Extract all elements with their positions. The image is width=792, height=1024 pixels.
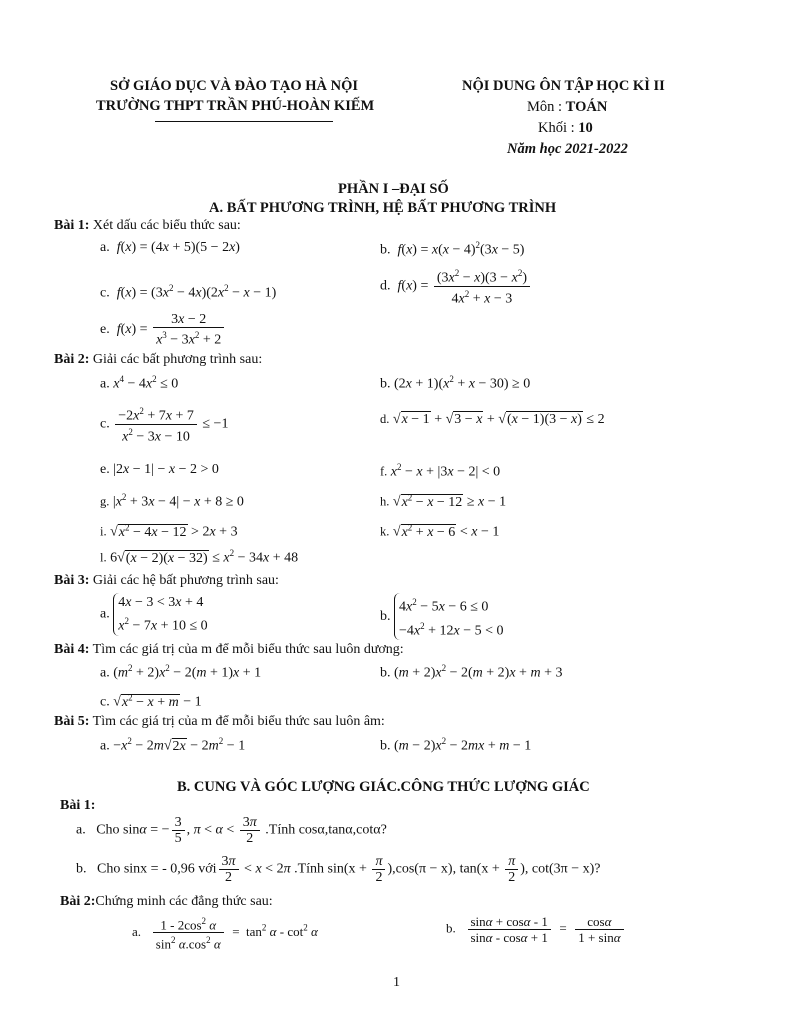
formula-4b: b. $(m + 2)x^2 - 2(m + 2)x + m + 3$ xyxy=(380,663,563,681)
formula-2e: e. |2x − 1| − x − 2 > 0 xyxy=(100,462,219,477)
exercise-3-heading: Bài 3: Giải các hệ bất phương trình sau: xyxy=(54,573,279,588)
formula-1d: d. f(x) = $\frac{(3x^2 - x)(3 - x^2)}{4x^2 + x - 3}$ xyxy=(380,266,532,306)
formula-2f: f. $x^2 - x + |3x - 2| < 0$ xyxy=(380,462,501,480)
subject-line: Môn : TOÁN xyxy=(527,99,608,115)
part-title: PHẦN I –ĐẠI SỐ xyxy=(338,181,449,197)
formula-2d: d. √x − 1 + √3 − x + √(x − 1)(3 − x) ≤ 2 xyxy=(380,412,605,427)
school-year: Năm học 2021-2022 xyxy=(507,141,628,157)
formula-2l: l. $6√(x - 2)(x - 32) \le x^2 - 34x + 48$ xyxy=(100,548,299,566)
formula-2h: h. $√x^2 - x - 12 \ge x - 1$ xyxy=(380,492,507,510)
system-3b: b. $4x^2 - 5x - 6 \le 0$ $-4x^2 + 12x - 5 < 0$ xyxy=(380,593,504,640)
formula-1a: a. f(x) = (4x + 5)(5 − 2x) xyxy=(100,240,240,255)
formula-2b: b. $(2x + 1)(x^2 + x - 30) \ge 0$ xyxy=(380,374,531,392)
system-3a: a. 4x − 3 < 3x + 4 $x^2 - 7x + 10 \le 0$ xyxy=(100,595,208,634)
formula-2k: k. $√x^2 + x - 6 < x - 1$ xyxy=(380,522,500,540)
formula-5b: b. $(m - 2)x^2 - 2mx + m - 1$ xyxy=(380,736,532,754)
trig-exercise-2-heading: Bài 2:Chứng minh các đẳng thức sau: xyxy=(60,894,273,909)
formula-2c: c. $\frac{-2x^2 + 7x + 7}{x^2 - 3x - 10}$ ≤ −1 xyxy=(100,406,229,445)
review-title: NỘI DUNG ÔN TẬP HỌC KÌ II xyxy=(462,78,665,94)
formula-2a: a. $x^4 - 4x^2 \le 0$ xyxy=(100,374,179,392)
page-number: 1 xyxy=(393,975,400,990)
trig-exercise-1-heading: Bài 1: xyxy=(60,798,96,813)
formula-1c: c. $f(x) = (3x^2 - 4x)(2x^2 - x - 1)$ xyxy=(100,283,277,301)
exercise-1-heading: Bài 1: Xét dấu các biểu thức sau: xyxy=(54,218,241,233)
school-name: TRƯỜNG THPT TRẦN PHÚ-HOÀN KIẾM xyxy=(96,98,375,114)
exercise-2-heading: Bài 2: Giải các bất phương trình sau: xyxy=(54,352,263,367)
formula-1b: b. $f(x) = x(x - 4)^2(3x - 5)$ xyxy=(380,240,525,258)
section-a-title: A. BẤT PHƯƠNG TRÌNH, HỆ BẤT PHƯƠNG TRÌNH xyxy=(209,200,557,216)
formula-2i: i. $√x^2 - 4x - 12 > 2x + 3$ xyxy=(100,522,238,540)
section-b-title: B. CUNG VÀ GÓC LƯỢNG GIÁC.CÔNG THỨC LƯỢNG GIÁC xyxy=(177,779,590,795)
school-department: SỞ GIÁO DỤC VÀ ĐÀO TẠO HÀ NỘI xyxy=(110,78,359,94)
school-underline xyxy=(155,121,333,122)
grade-line: Khối : 10 xyxy=(538,120,593,136)
exercise-4-heading: Bài 4: Tìm các giá trị của m để mỗi biểu thức sau luôn dương: xyxy=(54,642,404,657)
formula-1e: e. f(x) = $\frac{3x - 2}{x^3 - 3x^2 + 2}$ xyxy=(100,312,226,348)
identity-2b: b. $\frac{\sin\alpha + \cos\alpha - 1}{\sin\alpha - \cos\alpha + 1}$ = $\frac{\cos\alpha}{1 + \sin\alpha}$ xyxy=(446,914,626,945)
trig-1b: b. Cho sinx = - 0,96 với $\frac{3\pi}{2}$ < x < 2π .Tính sin(x + $\frac{\pi}{2}$ ),cos(π − x), tan(x + $\frac{\pi}{2}$ ), cot(3π − x)? xyxy=(76,854,601,885)
identity-2a: a. $\frac{1 - 2\cos^2 \alpha}{\sin^2 \alpha.\cos^2 \alpha}$ = $\tan^2 \alpha - \cot^2 \alpha$ xyxy=(132,916,318,952)
formula-5a: a. $-x^2 - 2m√2x - 2m^2 - 1$ xyxy=(100,736,246,754)
trig-1a: a. Cho sinα = − $\frac{3}{5}$ , π < α < $\frac{3\pi}{2}$ .Tính cosα,tanα,cotα? xyxy=(76,815,387,846)
exercise-5-heading: Bài 5: Tìm các giá trị của m để mỗi biểu thức sau luôn âm: xyxy=(54,714,385,729)
formula-4a: a. $(m^2 + 2)x^2 - 2(m + 1)x + 1$ xyxy=(100,663,262,681)
formula-2g: g. $|x^2 + 3x - 4| - x + 8 \ge 0$ xyxy=(100,492,244,510)
formula-4c: c. $√x^2 - x + m - 1$ xyxy=(100,692,202,710)
